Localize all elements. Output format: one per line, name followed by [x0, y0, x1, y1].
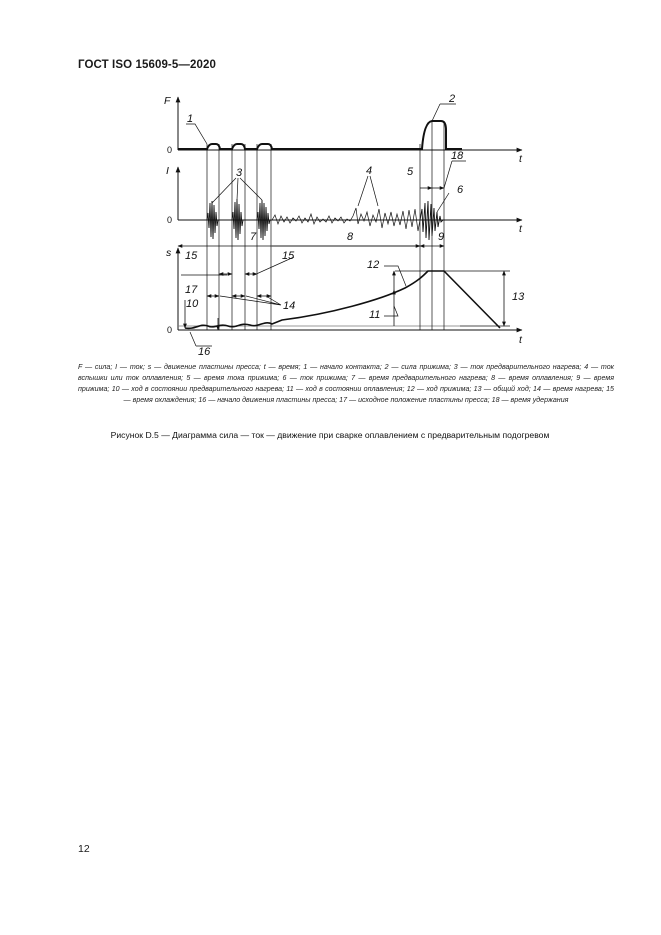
force-panel: [164, 95, 523, 165]
preheat-current-burst-1: [207, 201, 218, 239]
reference-lines: [207, 121, 444, 330]
callout-4: 4: [366, 165, 373, 177]
callout-13: 13: [512, 291, 525, 303]
figure-legend: F — сила; I — ток; s — движение пластины пресса; t — время; 1 — начало контакта; 2 — сила прижима; 3 — ток предварительного нагрева; 4 — ток вспышки или ток оплавления; 5 — время тока прижима; 6 — ток прижима; 7 — время предварительного нагрева; 8 — время оплавления; 9 — время прижима; 10 — ход в состоянии предварительного нагрева; 11 — ход в состоянии оплавления; 12 — ход прижима; 13 — общий ход; 14 — время нагрева; 15 — время охлаждения; 16 — начало движения пластины пресса; 17 — исходное положение пластины пресса; 18 — время удержания: [78, 363, 614, 404]
preheat-current-burst-3: [257, 200, 270, 240]
preheat-current-burst-2: [232, 199, 243, 240]
force-curve: [178, 121, 462, 149]
document-header: ГОСТ ISO 15609-5—2020: [78, 59, 216, 71]
force-axis-label: F: [164, 95, 171, 107]
callout-15-right: 15: [282, 250, 295, 262]
callout-9: 9: [438, 231, 445, 243]
callout-15-left: 15: [185, 250, 198, 262]
stroke-time-label: t: [519, 334, 522, 346]
current-panel: [166, 165, 523, 240]
stroke-axis-label: s: [166, 247, 172, 259]
force-time-label: t: [519, 153, 522, 165]
callout-16: 16: [198, 346, 211, 358]
figure-caption: Рисунок D.5 — Диаграмма сила — ток — движение при сварке оплавлением с предварительным подогревом: [110, 430, 550, 440]
current-axis-label: I: [166, 165, 169, 177]
callout-2: 2: [449, 93, 456, 105]
callout-11: 11: [369, 309, 381, 321]
callout-7: 7: [250, 231, 257, 243]
callout-6: 6: [457, 184, 464, 196]
callout-18: 18: [451, 150, 464, 162]
callout-5: 5: [407, 166, 414, 178]
page-number: 12: [78, 843, 90, 855]
callout-8: 8: [347, 231, 354, 243]
stroke-zero-label: 0: [167, 325, 173, 335]
current-zero-label: 0: [167, 215, 173, 225]
callout-16-leader: [190, 332, 212, 346]
force-zero-label: 0: [167, 145, 173, 155]
callout-10: 10: [186, 298, 199, 310]
stroke-panel: [166, 247, 523, 346]
callout-14: 14: [283, 300, 296, 312]
callout-3: 3: [236, 167, 243, 179]
force-current-stroke-diagram: [0, 0, 661, 360]
callout-1: 1: [187, 113, 194, 125]
callout-17: 17: [185, 284, 198, 296]
callout-12: 12: [367, 259, 380, 271]
current-time-label: t: [519, 223, 522, 235]
